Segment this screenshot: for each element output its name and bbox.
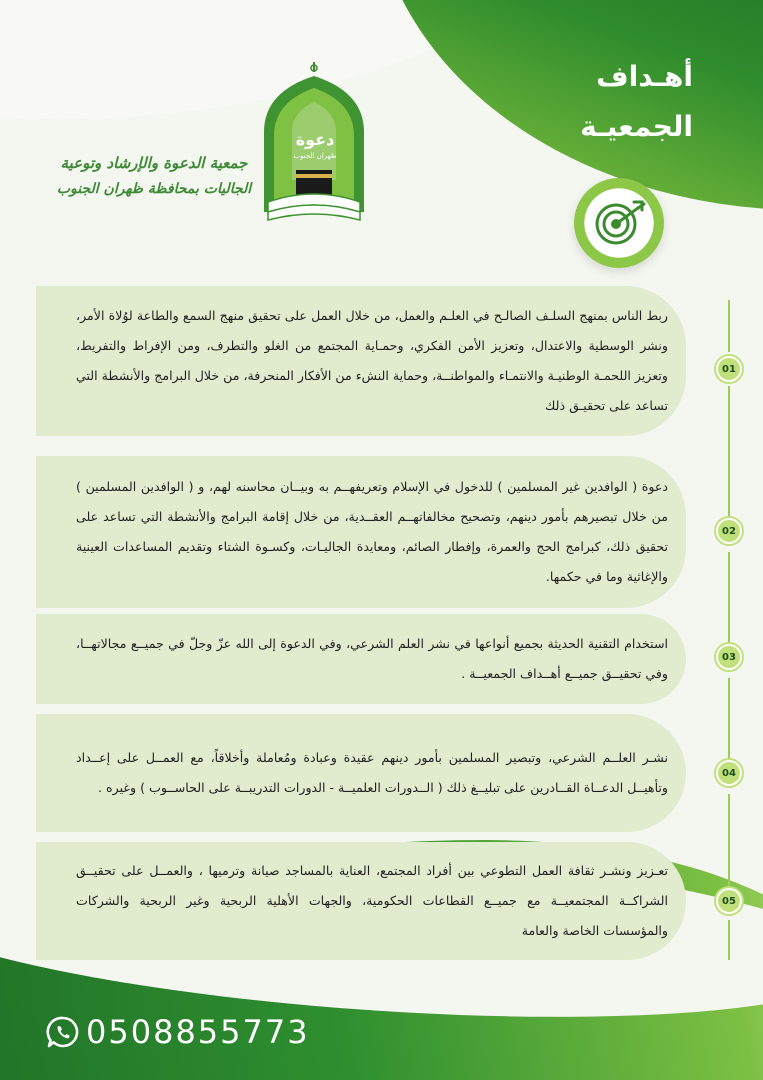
- association-name-line1: جمعية الدعوة والإرشاد وتوعية: [60, 154, 248, 172]
- logo-name: دعوة: [295, 130, 335, 149]
- goal-text: نشـر العلــم الشرعي، وتبصير المسلمين بأمور دينهم عقيدة وعبادة ومُعاملة وأخلاقاً، مع العمــل على إعــداد وتأهيــل الدعــاة القــادرين على تبليــغ ذلك ( الــدورات العلميــة - الدورات التدريبــة على الحاســوب ) وغيره .: [76, 750, 668, 795]
- goal-number-badge: 02: [716, 518, 742, 544]
- goal-card-2: [36, 456, 686, 608]
- timeline-line: [728, 300, 730, 352]
- contact-footer: [46, 1010, 310, 1054]
- association-name-line2: الجاليات بمحافظة ظهران الجنوب: [56, 181, 252, 197]
- goal-card-4: [36, 714, 686, 832]
- target-badge: [574, 178, 664, 268]
- goal-card-3: [36, 614, 686, 704]
- goal-text: دعوة ( الوافدين غير المسلمين ) للدخول في الإسلام وتعريفهــم به وبيــان محاسنه لهم، و ( الوافدين المسلمين ) من خلال تبصيرهم بأمور دينهم، وتصحيح مخالفاتهــم العقــدية، من خلال إقامة البرامج والأنشطة التي تساعد على تحقيق ذلك، كبرامج الحج والعمرة، وإفطار الصائم، ومعايدة الجاليـات، وكسـوة الشتاء وتقديم المساعدات العينية والإغاثية وما في حكمها.: [76, 479, 668, 584]
- logo-subtitle: ظهران الجنوب: [293, 152, 337, 160]
- page-title-line2: الجمعيـة: [580, 110, 693, 143]
- goal-text: استخدام التقنية الحديثة بجميع أنواعها في نشر العلم الشرعي، وفي الدعوة إلى الله عزّ وجلّ في جميــع مجالاتهــا، وفي تحقيــق جميــع أهــداف الجمعيــة .: [76, 636, 668, 681]
- goal-number-badge: 01: [716, 356, 742, 382]
- target-icon: [592, 196, 646, 250]
- timeline-line: [728, 678, 730, 760]
- whatsapp-icon[interactable]: [46, 1015, 80, 1049]
- goal-card-1: [36, 286, 686, 436]
- timeline-line: [728, 386, 730, 518]
- phone-number[interactable]: 0508855773: [86, 1013, 310, 1051]
- association-name-calligraphy: [56, 150, 252, 202]
- goal-number-badge: 03: [716, 644, 742, 670]
- page-title-line1: أهـداف: [596, 60, 693, 93]
- goal-number-badge: 05: [716, 888, 742, 914]
- goal-number-badge: 04: [716, 760, 742, 786]
- timeline-line: [728, 552, 730, 644]
- goal-text: تعـزيز ونشـر ثقافة العمل التطوعي بين أفراد المجتمع، العناية بالمساجد صيانة وترميها ، والعمــل على تحقيــق الشراكــة المجتمعيــة مع جميــع القطاعات الحكومية، والجهات الأهلية الربحية وغير الربحية والشركات والمؤسسات الخاصة والعامة: [76, 863, 668, 938]
- goal-text: ربط الناس بمنهج السلـف الصالـح في العلـم والعمل، من خلال العمل على تحقيق منهج السمع والطاعة لوُلاة الأمر، ونشر الوسطية والاعتدال، وتعزيز الأمن الفكري، وحمـاية المجتمع من الغلو والتطرف، ومن الإفراط والتفريط، وتعزيز اللحمـة الوطنيـة والانتمـاء والمواطنــة، وحماية النشء من الأفكار المنحرفة، من خلال البرامج والأنشطة التي تساعد على تحقيـق ذلك: [76, 308, 668, 413]
- page-title: [493, 52, 693, 152]
- timeline-line: [728, 920, 730, 960]
- goal-card-5: [36, 842, 686, 960]
- timeline-line: [728, 794, 730, 886]
